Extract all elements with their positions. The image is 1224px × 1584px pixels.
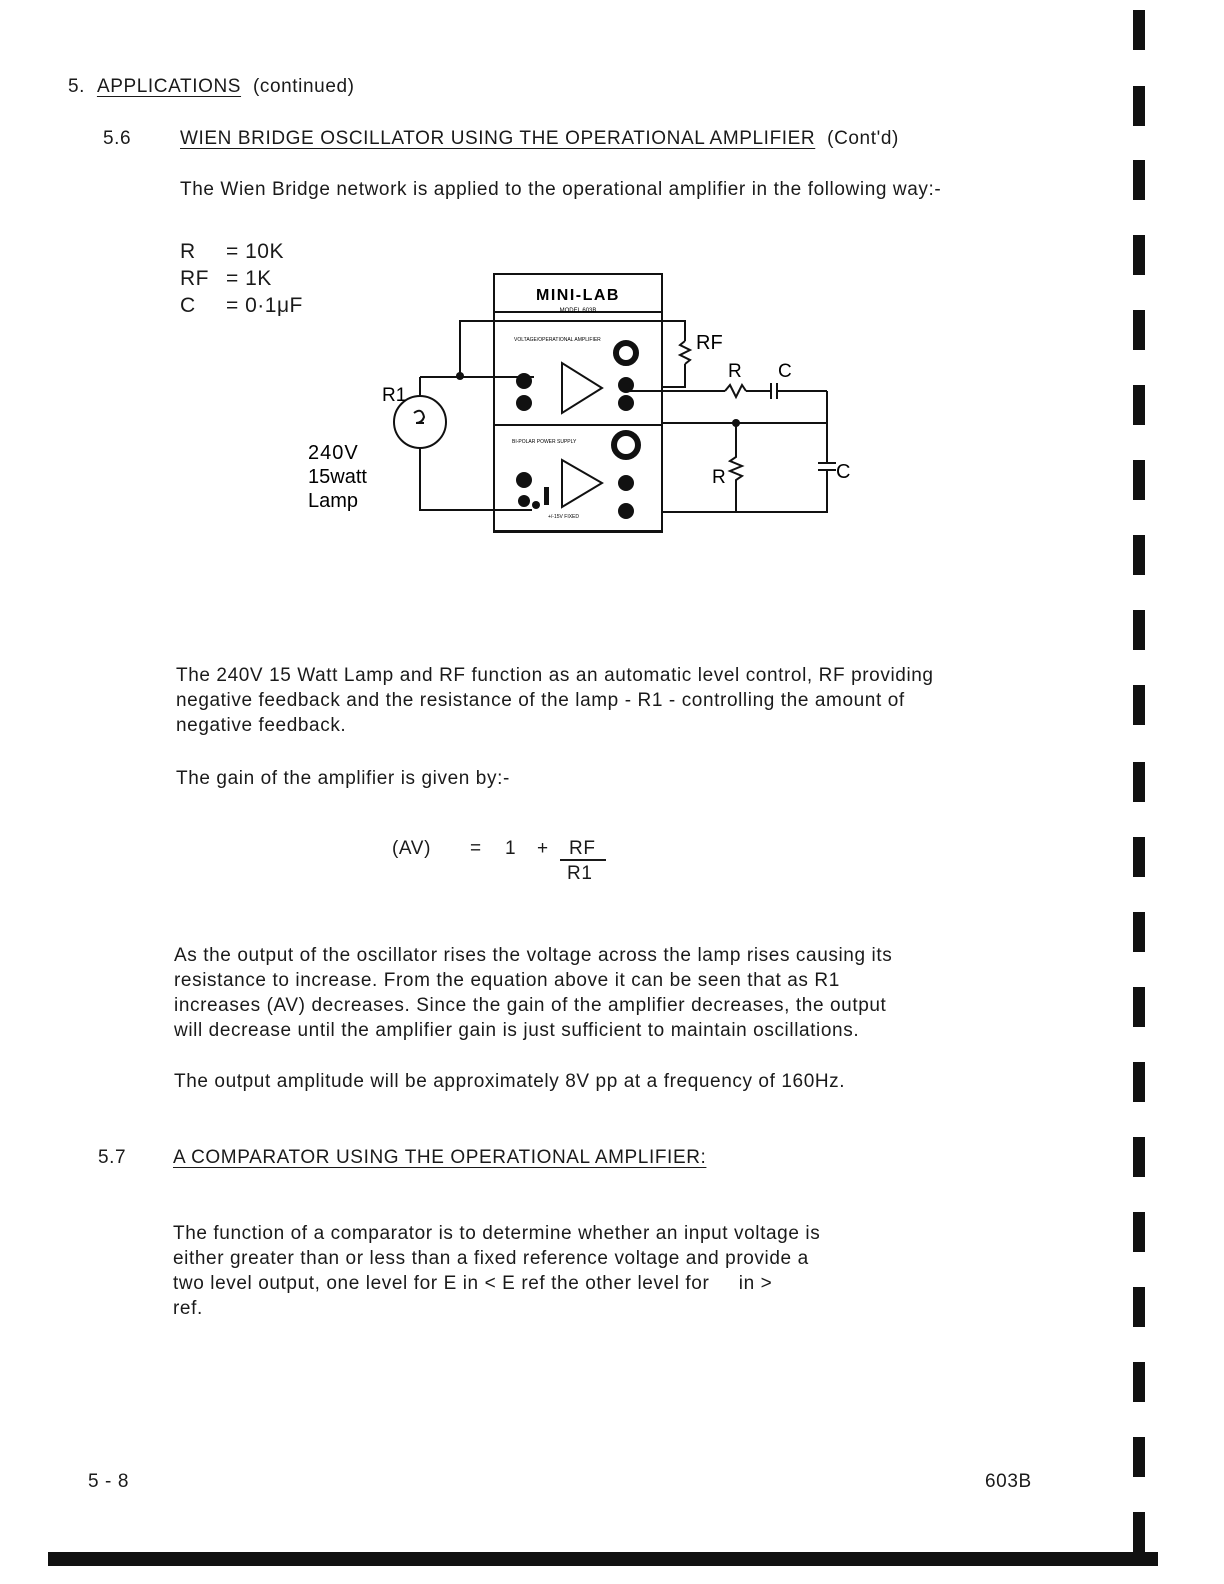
page-number: 5 - 8: [88, 1471, 130, 1492]
subsection-number-5-7: 5.7: [98, 1147, 127, 1168]
subsection-title-5-7: A COMPARATOR USING THE OPERATIONAL AMPLIFIER:: [173, 1147, 707, 1168]
output-amplitude-text: The output amplitude will be approximately 8V pp at a frequency of 160Hz.: [174, 1071, 846, 1092]
intro-text: The Wien Bridge network is applied to the operational amplifier in the following way:-: [180, 179, 942, 200]
fixed-supply-label: +/-15V FIXED: [548, 514, 579, 520]
formula-numerator: RF: [569, 838, 596, 859]
lamp-label-line1: 240V: [308, 442, 359, 464]
document-code: 603B: [985, 1471, 1032, 1492]
formula-lhs: (AV): [392, 838, 431, 859]
label-r-top: R: [728, 361, 742, 382]
paragraph-oscillation: As the output of the oscillator rises the voltage across the lamp rises causing its resistance to increase. From the equation above it can be seen that as R1 increases (AV) decreases. Since the gain of the amplifier decreases, the output will decrease until the amplifier gain is just sufficient to maintain oscillations.: [174, 945, 893, 1041]
formula-one: 1: [505, 838, 517, 859]
section-title: APPLICATIONS: [96, 76, 242, 97]
component-values: [180, 238, 303, 319]
section-number: 5.: [68, 76, 86, 97]
module2-label: BI-POLAR POWER SUPPLY: [512, 439, 577, 445]
label-r1: R1: [382, 385, 407, 406]
label-rf: RF: [696, 332, 723, 354]
label-c-bottom: C: [836, 461, 851, 483]
wien-bridge-circuit-diagram: [300, 265, 860, 550]
subsection-number-5-6: 5.6: [103, 128, 132, 149]
value-row-r: R = 10K: [180, 240, 284, 263]
formula-equals: =: [470, 838, 482, 859]
section-header: [68, 74, 355, 99]
section-suffix: (continued): [252, 76, 355, 97]
lamp-label-line2: 15watt: [308, 466, 367, 488]
label-c-top: C: [778, 361, 792, 382]
gain-intro: The gain of the amplifier is given by:-: [176, 768, 510, 789]
subsection-suffix: (Cont'd): [827, 128, 899, 149]
minilab-title: MINI-LAB: [536, 287, 620, 304]
formula-denominator: R1: [567, 863, 593, 884]
value-row-rf: RF = 1K: [180, 267, 272, 290]
paragraph-comparator: The function of a comparator is to determine whether an input voltage is either greater than or less than a fixed reference voltage and provide a two level output, one level for E in < E ref the other level for in > ref.: [173, 1223, 821, 1319]
module1-label: VOLTAGE/OPERATIONAL AMPLIFIER: [514, 337, 601, 343]
bottom-edge-bar: [48, 1552, 1158, 1566]
minilab-model: MODEL 603B: [559, 308, 597, 314]
paragraph-alc: The 240V 15 Watt Lamp and RF function as an automatic level control, RF providing negative feedback and the resistance of the lamp - R1 - controlling the amount of negative feedback.: [176, 665, 934, 736]
label-r-bottom: R: [712, 467, 726, 488]
subsection-heading-5-6: [180, 126, 899, 151]
value-row-c: C = 0·1μF: [180, 294, 303, 317]
formula-plus: +: [537, 838, 549, 859]
lamp-label-line3: Lamp: [308, 490, 359, 512]
subsection-title: WIEN BRIDGE OSCILLATOR USING THE OPERATIONAL AMPLIFIER: [180, 128, 816, 149]
